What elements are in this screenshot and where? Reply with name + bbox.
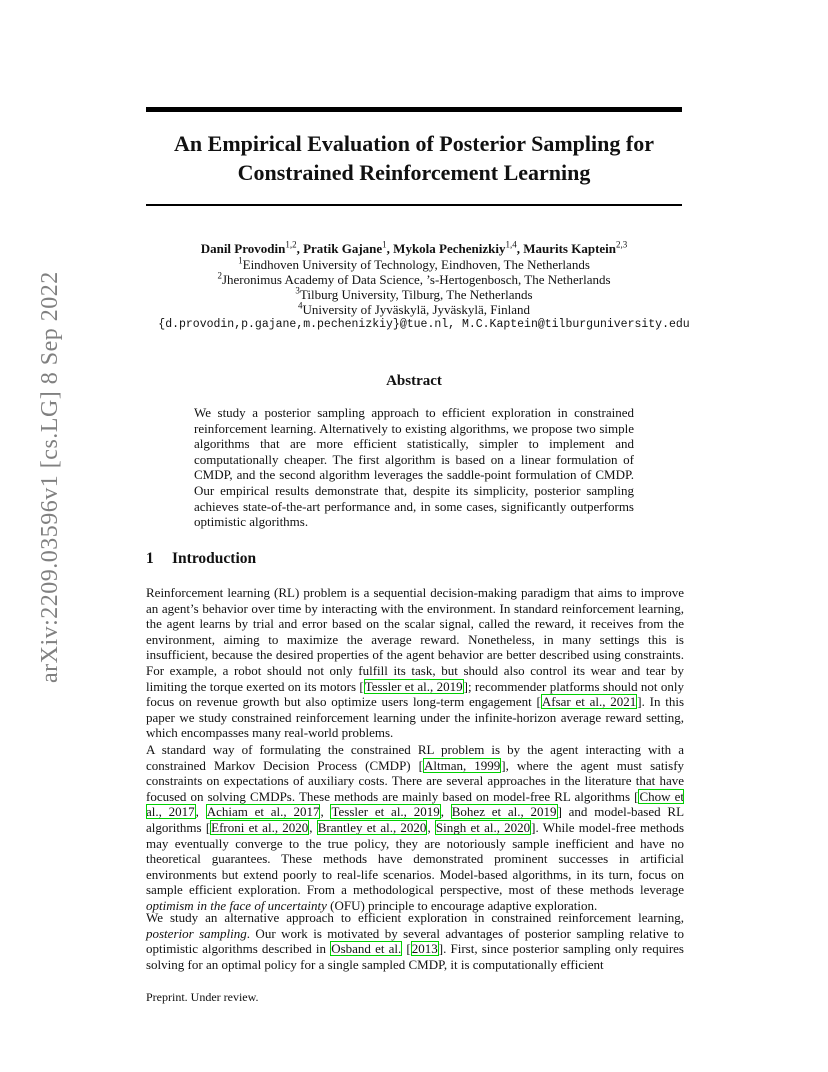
- section-heading: [146, 550, 256, 568]
- affil-mark: 1: [238, 255, 243, 266]
- affil-text: Eindhoven University of Technology, Eindhoven, The Netherlands: [242, 257, 590, 272]
- paper-title: [146, 129, 682, 187]
- title-bottom-rule: [146, 204, 682, 206]
- paragraph: [146, 910, 684, 972]
- author-emails: {d.provodin,p.gajane,m.pechenizkiy}@tue.nl, M.C.Kaptein@tilburguniversity.edu: [158, 318, 690, 331]
- abstract-heading: Abstract: [386, 373, 442, 389]
- section-title: Introduction: [172, 550, 257, 567]
- author-affil-mark: 1: [382, 239, 387, 250]
- citation-link[interactable]: Tessler et al., 2019: [331, 804, 440, 820]
- arxiv-stamp: arXiv:2209.03596v1 [cs.LG] 8 Sep 2022: [37, 271, 63, 683]
- author-affil-mark: 1,2: [285, 239, 297, 250]
- affiliation: [146, 302, 682, 317]
- author-affil-mark: 1,4: [505, 239, 517, 250]
- citation-link[interactable]: 2013: [411, 941, 438, 957]
- affiliation: [146, 257, 682, 272]
- citation-link[interactable]: Tessler et al., 2019: [364, 678, 463, 694]
- citation-link[interactable]: Chow et al., 2017: [146, 788, 684, 820]
- author-name: Pratik Gajane: [303, 241, 383, 256]
- text-run: ]. First, since posterior sampling only requires solving for an optimal policy for a single sampled CMDP, it is computationally efficient: [146, 941, 684, 972]
- text-run: ] and model-based RL algorithms [: [146, 804, 685, 835]
- footer-note: Preprint. Under review.: [146, 990, 259, 1004]
- author-names: Danil Provodin$^{1,2}$, Pratik Gajane$^1$, Mykola Pechenizkiy$^{1,4}$, Maurits Kaptein$^{2,3}$: [200, 239, 628, 256]
- text-run: [: [402, 941, 411, 957]
- author-name: Danil Provodin: [200, 241, 286, 256]
- emphasis: optimism in the face of uncertainty: [146, 897, 327, 913]
- text-run: Reinforcement learning (RL) problem is a sequential decision-making paradigm that aims to improve an agent’s behavior over time by interacting with the environment. In standard reinforcement learning, the agent learns by trial and error based on the scalar signal, called the reward, it receives from the environment, aiming to maximize the average reward. Nonetheless, in many settings this is insufficient, because the desired properties of the agent behavior are better described using constraints. For example, a robot should not only fulfill its task, but should also control its wear and tear by limiting the torque exerted on its motors [: [146, 585, 684, 694]
- affil-text: University of Jyväskylä, Jyväskylä, Finland: [302, 302, 530, 317]
- text-run: ]. While model-free methods may eventually converge to the true policy, they are notoriously sample inefficient and have no theoretical guarantees. These methods have demonstrated prominent successes in artificial environments but extend poorly to real-life scenarios. Model-based algorithms, in its turn, focus on sample efficient exploration. From a methodological perspective, most of these methods leverage: [146, 819, 685, 898]
- text-run: ,: [309, 819, 317, 835]
- text-run: ]. In this paper we study constrained reinforcement learning under the infinite-horizon average reward setting, which encompasses many real-world problems.: [146, 694, 685, 741]
- abstract-text: We study a posterior sampling approach to efficient exploration in constrained reinforcement learning. Alternatively to existing algorithms, we propose two simple algorithms that are more efficient statistically, simpler to implement and computationally cheaper. The first algorithm is based on a linear formulation of CMDP, and the second algorithm leverages the saddle-point formulation of CMDP. Our empirical results demonstrate that, despite its simplicity, posterior sampling achieves state-of-the-art performance and, in some cases, significantly outperforms optimistic algorithms.: [194, 405, 634, 530]
- author-name: Mykola Pechenizkiy: [393, 241, 506, 256]
- paragraph: [146, 585, 684, 741]
- text-run: ], where the agent must satisfy constraints on expectations of auxiliary costs. There are several approaches in the literature that have focused on solving CMDPs. These methods are mainly based on model-free RL algorithms [: [146, 757, 685, 804]
- citation-link[interactable]: Bohez et al., 2019: [451, 804, 557, 820]
- affil-text: Jheronimus Academy of Data Science, ’s-Hertogenbosch, The Netherlands: [221, 272, 611, 287]
- affil-text: Tilburg University, Tilburg, The Netherlands: [299, 287, 533, 302]
- citation-link[interactable]: Altman, 1999: [424, 757, 501, 773]
- citation-link[interactable]: Osband et al.: [331, 941, 402, 957]
- section-number: 1: [146, 550, 154, 567]
- affil-mark: 4: [298, 300, 303, 311]
- citation-link[interactable]: Brantley et al., 2020: [317, 819, 427, 835]
- citation-link[interactable]: Efroni et al., 2020: [211, 819, 309, 835]
- citation-link[interactable]: Afsar et al., 2021: [541, 694, 637, 710]
- citation-link[interactable]: Achiam et al., 2017: [206, 804, 320, 820]
- author-block: [146, 239, 690, 332]
- citation-link[interactable]: Singh et al., 2020: [435, 819, 531, 835]
- text-run: (OFU) principle to encourage adaptive exploration.: [326, 897, 598, 913]
- title-line-1: An Empirical Evaluation of Posterior Sampling for: [174, 131, 654, 156]
- text-run: . Our work is motivated by several advantages of posterior sampling relative to optimistic algorithms described in: [146, 925, 684, 957]
- text-run: ,: [320, 804, 331, 820]
- author-name: Maurits Kaptein: [523, 241, 617, 256]
- author-affil-mark: 2,3: [616, 239, 628, 250]
- paragraph: [146, 742, 684, 914]
- emphasis: posterior sampling: [146, 925, 247, 941]
- affiliation: [146, 272, 682, 287]
- title-line-2: Constrained Reinforcement Learning: [237, 160, 591, 185]
- text-run: We study an alternative approach to efficient exploration in constrained reinforcement learning,: [146, 910, 684, 925]
- text-run: ]; recommender platforms should not only focus on revenue growth but also optimize users long-term engagement [: [146, 678, 685, 710]
- affil-mark: 2: [217, 270, 222, 281]
- text-run: A standard way of formulating the constrained RL problem is by the agent interacting with a constrained Markov Decision Process (CMDP) [: [146, 742, 684, 773]
- affil-mark: 3: [295, 285, 300, 296]
- text-run: ,: [427, 819, 435, 835]
- text-run: ,: [195, 804, 206, 820]
- affiliation: [146, 287, 682, 302]
- title-top-rule: [146, 107, 682, 112]
- text-run: ,: [440, 804, 451, 820]
